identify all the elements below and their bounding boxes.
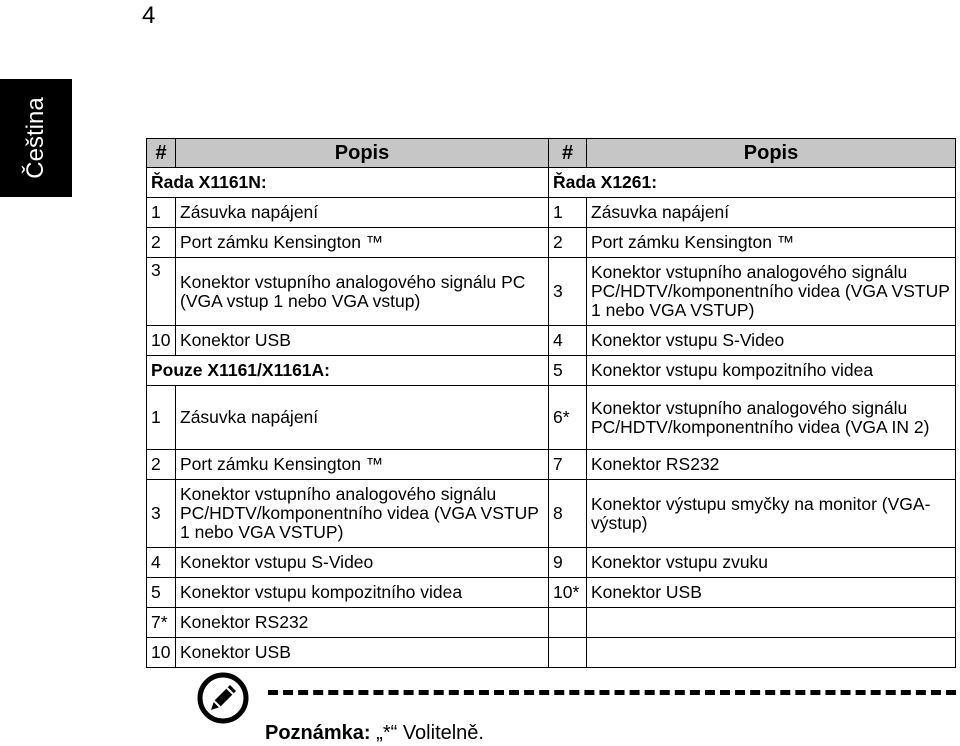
note-pen-icon	[197, 672, 249, 724]
row-description: Konektor vstupního analogového signálu PC/HDTV/komponentního videa (VGA VSTUP 1 nebo VGA VSTUP)	[587, 258, 956, 326]
row-description: Zásuvka napájení	[176, 198, 549, 228]
row-number	[549, 638, 587, 668]
row-number: 2	[549, 228, 587, 258]
row-number: 2	[147, 450, 176, 480]
row-description: Konektor USB	[587, 578, 956, 608]
row-description	[587, 608, 956, 638]
table-row	[147, 356, 956, 386]
header-description-right: Popis	[587, 139, 956, 168]
table-row	[147, 258, 956, 326]
row-description: Port zámku Kensington ™	[587, 228, 956, 258]
group-label-right: Řada X1261:	[549, 168, 956, 198]
row-number: 4	[549, 326, 587, 356]
note-separator	[268, 690, 956, 695]
group-label-left: Pouze X1161/X1161A:	[147, 356, 549, 386]
table-row	[147, 198, 956, 228]
table-header-row	[147, 139, 956, 168]
row-number: 5	[549, 356, 587, 386]
row-description: Konektor USB	[176, 326, 549, 356]
row-number: 4	[147, 548, 176, 578]
table-row	[147, 228, 956, 258]
table-row	[147, 578, 956, 608]
row-description: Konektor RS232	[587, 450, 956, 480]
language-tab-label: Čeština	[22, 97, 49, 179]
row-number: 10	[147, 638, 176, 668]
table-row	[147, 638, 956, 668]
table-row	[147, 386, 956, 450]
table-row	[147, 480, 956, 548]
group-label-left: Řada X1161N:	[147, 168, 549, 198]
connector-table	[146, 138, 956, 668]
row-number: 7	[549, 450, 587, 480]
row-number: 10	[147, 326, 176, 356]
row-number: 2	[147, 228, 176, 258]
row-number: 9	[549, 548, 587, 578]
row-number: 5	[147, 578, 176, 608]
row-number: 3	[147, 480, 176, 548]
row-number: 3	[549, 258, 587, 326]
row-description: Konektor vstupu zvuku	[587, 548, 956, 578]
row-description: Konektor výstupu smyčky na monitor (VGA-výstup)	[587, 480, 956, 548]
row-description: Konektor vstupního analogového signálu PC/HDTV/komponentního videa (VGA VSTUP 1 nebo VGA VSTUP)	[176, 480, 549, 548]
table-row	[147, 548, 956, 578]
row-description: Konektor RS232	[176, 608, 549, 638]
note	[265, 722, 484, 745]
row-description: Konektor USB	[176, 638, 549, 668]
table-row	[147, 450, 956, 480]
row-description: Port zámku Kensington ™	[176, 228, 549, 258]
row-number: 10*	[549, 578, 587, 608]
row-description: Konektor vstupního analogového signálu PC (VGA vstup 1 nebo VGA vstup)	[176, 258, 549, 326]
row-number: 6*	[549, 386, 587, 450]
row-number: 3	[147, 258, 176, 326]
row-number: 8	[549, 480, 587, 548]
row-description: Port zámku Kensington ™	[176, 450, 549, 480]
note-text: „*“ Volitelně.	[376, 722, 484, 744]
note-label: Poznámka:	[265, 722, 371, 744]
row-number	[549, 608, 587, 638]
row-description: Konektor vstupu kompozitního videa	[587, 356, 956, 386]
row-description: Zásuvka napájení	[176, 386, 549, 450]
row-description: Konektor vstupu kompozitního videa	[176, 578, 549, 608]
language-tab	[0, 79, 72, 197]
header-description-left: Popis	[176, 139, 549, 168]
row-number: 1	[147, 386, 176, 450]
header-number-left: #	[147, 139, 176, 168]
row-description: Konektor vstupu S-Video	[587, 326, 956, 356]
page-number: 4	[142, 2, 156, 29]
row-description	[587, 638, 956, 668]
table-row	[147, 608, 956, 638]
row-description: Zásuvka napájení	[587, 198, 956, 228]
row-description: Konektor vstupu S-Video	[176, 548, 549, 578]
row-description: Konektor vstupního analogového signálu PC/HDTV/komponentního videa (VGA IN 2)	[587, 386, 956, 450]
group-row	[147, 168, 956, 198]
row-number: 1	[549, 198, 587, 228]
row-number: 7*	[147, 608, 176, 638]
header-number-right: #	[549, 139, 587, 168]
row-number: 1	[147, 198, 176, 228]
table-row	[147, 326, 956, 356]
